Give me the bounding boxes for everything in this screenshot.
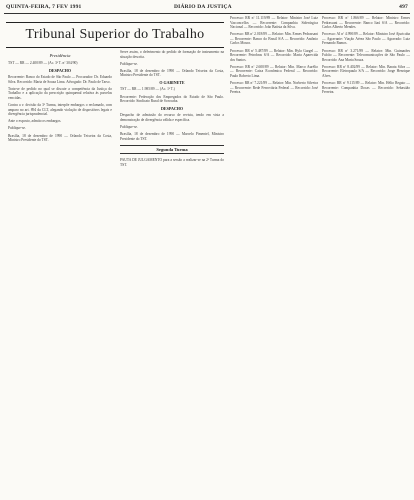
paragraph: Processo: AI nº 4.990/89 — Relator: Ministro José Ajuricaba — Agravante: Viação Aérea São Paulo — Agravado: Luiz Fernando Ramos. — [322, 32, 410, 46]
paragraph: TST — RR — 1.985/89 — (Ac. 1ª T.) — [120, 87, 175, 92]
paragraph: Processo: RR nº 11.119/89 — Relator: Ministro José Luiz Vasconcellos — Recorrente: Companhia Siderúrgica Nacional — Recorrido: João Batista da Silva. — [230, 16, 318, 30]
page-header — [4, 4, 410, 14]
court-title: Tribunal Superior do Trabalho — [25, 27, 205, 42]
paragraph: Processo: RR nº 3.271/89 — Relator: Min. Guimarães Falcão — Recorrente: Telecomunicações de São Paulo — Recorrido: Ana Maria Souza. — [322, 48, 410, 62]
paragraph: Processo: RR nº 5.487/89 — Relator: Min. Hylo Gurgel — Recorrente: Petrobras S/A — Recorrido: Maria Aparecida dos Santos. — [230, 48, 318, 62]
column-1 — [8, 50, 112, 496]
header-date: QUINTA-FEIRA, 7 FEV 1991 — [6, 4, 82, 10]
paragraph: Publique-se. — [8, 126, 26, 131]
paragraph: Processo: RR nº 8.402/89 — Relator: Min. Barata Silva — Recorrente: Eletropaulo S/A — Recorrido: Jorge Henrique Alves. — [322, 64, 410, 79]
header-page-number: 497 — [399, 4, 408, 10]
paragraph: Serve assim, o deferimento do pedido de formação de instrumento na situação descrita. — [120, 50, 224, 59]
section-despacho-2: DESPACHO — [161, 106, 183, 112]
paragraph: Publique-se. — [120, 61, 138, 66]
section-presidencia: Presidência — [49, 53, 71, 58]
paragraph: Brasília, 18 de dezembro de 1990 — Orlando Teixeira da Costa, Ministro Presidente do TST. — [120, 68, 224, 78]
section-despacho: DESPACHO — [49, 68, 71, 74]
paragraph: Despacho de admissão do recurso de revista, tendo em vista a demonstração de divergência válida e específica. — [120, 113, 224, 122]
paragraph: TST — RR — 2.400/89 — (Ac. 3ª T. nº 304/90) — [8, 61, 78, 65]
header-publication: DIÁRIO DA JUSTIÇA — [174, 4, 232, 10]
paragraph: Brasília, 18 de dezembro de 1990 — Orlando Teixeira da Costa, Ministro Presidente do TST. — [8, 133, 112, 143]
paragraph: Trata-se de pedido no qual se discute a competência da Justiça do Trabalho e a aplicação da prescrição quinquenal relativa às parcelas vencidas. — [8, 86, 112, 100]
paragraph: Processo: RR nº 9.115/89 — Relator: Min. Hélio Regato — Recorrente: Companhia Docas — Recorrido: Sebastião Ferreira. — [322, 81, 410, 95]
paragraph: Ante o exposto, admito os embargos. — [8, 119, 62, 124]
court-title-banner — [6, 22, 224, 48]
paragraph: Publique-se. — [120, 124, 138, 129]
paragraph: Brasília, 18 de dezembro de 1990 — Marcelo Pimentel, Ministro Presidente do TST. — [120, 132, 224, 141]
paragraph: Recorrente: Federação dos Empregados do Estado de São Paulo. Recorrido: Sindicato Rural de Sorocaba. — [120, 94, 224, 104]
column-4 — [322, 16, 410, 496]
paragraph: Recorrente: Banco do Estado de São Paulo — Procurador: Dr. Eduardo Silva. Recorrido: Maria de Souza Lima. Advogado: Dr. Paulo de Tarso. — [8, 75, 112, 84]
paragraph: Processo: RR nº 2.018/89 — Relator: Min. Ermes Pedrassani — Recorrente: Banco do Brasil S/A — Recorrido: Antônio Carlos Moura. — [230, 32, 318, 46]
paragraph: Contra a v. decisão da 3ª Turma, interpõe embargos o reclamado, com amparo no art. 894 da CLT, alegando violação de dispositivos legais e divergência jurisprudencial. — [8, 103, 112, 117]
paragraph: PAUTA DE JULGAMENTO para a sessão a realizar-se na 2ª Turma do TST. — [120, 158, 224, 167]
paragraph: Processo: RR nº 1.866/89 — Relator: Ministro Ermes Pedrassani — Recorrente: Banco Itaú S/A — Recorrido: Carlos Alberto Mendes. — [322, 16, 410, 30]
paragraph: Processo: RR nº 2.600/89 — Relator: Min. Marco Aurélio — Recorrente: Caixa Econômica Federal — Recorrido: Paulo Roberto Lima. — [230, 64, 318, 79]
column-3 — [230, 16, 318, 496]
paragraph: Processo: RR nº 7.221/89 — Relator: Min. Norberto Silveira — Recorrente: Rede Ferroviária Federal — Recorrido: José Pereira. — [230, 81, 318, 95]
column-2 — [120, 50, 224, 496]
section-gabinete: O GABINETE — [159, 80, 185, 86]
section-segunda-turma: Segunda Turma — [120, 145, 224, 154]
